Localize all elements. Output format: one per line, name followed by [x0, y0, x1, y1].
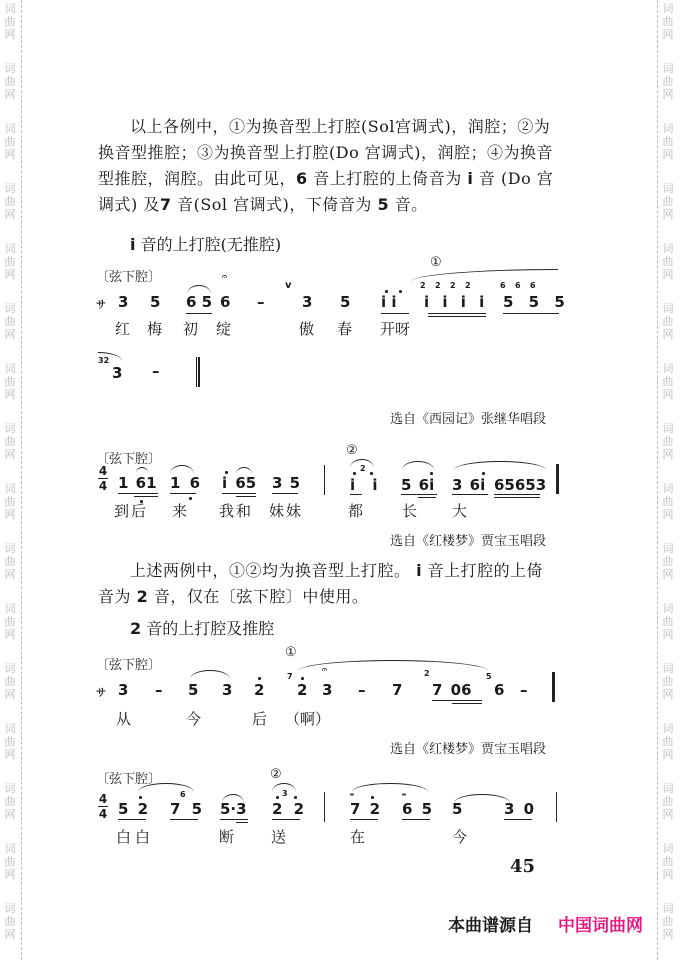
watermark-text: 词 曲 网	[4, 2, 16, 41]
octave-dot	[371, 796, 374, 799]
lyric: 在	[350, 828, 366, 846]
lyric: 断	[219, 828, 235, 846]
note-fermata: 3	[322, 681, 333, 699]
watermark-text: 词 曲 网	[662, 182, 674, 221]
note-group: 6 5	[186, 293, 213, 311]
tune-label: 〔弦下腔〕	[96, 772, 162, 787]
tune-label: 〔弦下腔〕	[96, 452, 162, 467]
page-number: 45	[510, 856, 536, 877]
double-underline	[452, 703, 482, 704]
watermark-text: 词 曲 网	[4, 62, 16, 101]
watermark-text: 词 曲 网	[662, 542, 674, 581]
final-barline-thick	[198, 357, 200, 387]
watermark-text: 词 曲 网	[662, 602, 674, 641]
vibrato-mark-icon: 𝆗	[350, 790, 354, 798]
note-group: i i	[381, 293, 397, 311]
lyric: （啊）	[285, 710, 331, 728]
underline	[432, 700, 482, 701]
grace-note: 6	[180, 790, 186, 799]
circle-mark-2: ②	[270, 767, 282, 782]
section-heading-2: 2 音的上打腔及推腔	[130, 619, 275, 638]
note: 3	[222, 681, 233, 699]
note-group: 65653	[494, 476, 547, 494]
note-group: i 65	[222, 474, 257, 492]
watermark-text: 词 曲 网	[4, 602, 16, 641]
credit-prefix: 本曲谱源自	[448, 916, 533, 936]
dash: –	[520, 681, 528, 699]
note: 5	[452, 800, 463, 818]
underline	[402, 819, 430, 820]
underline	[452, 494, 488, 495]
note-group: 6 5	[402, 800, 433, 818]
barline	[324, 465, 325, 495]
time-signature: 4 4	[98, 464, 108, 493]
watermark-text: 词 曲 网	[662, 782, 674, 821]
watermark-text: 词 曲 网	[4, 902, 16, 941]
note: 3	[302, 293, 313, 311]
note-group: 7 2	[350, 800, 381, 818]
watermark-text: 词 曲 网	[4, 722, 16, 761]
fermata-icon: 𝄐	[322, 665, 328, 675]
underline	[272, 819, 300, 820]
watermark-text: 词 曲 网	[662, 302, 674, 341]
slur	[236, 467, 252, 474]
underline	[170, 819, 198, 820]
circle-mark-1: ①	[430, 255, 442, 270]
summary-paragraph: 上述两例中，①②均为换音型上打腔。 i 音上打腔的上倚音为 2 音，仅在〔弦下腔〕中使用。	[98, 561, 544, 606]
grace-note: 2	[424, 669, 430, 678]
dash: –	[257, 293, 265, 311]
underline	[118, 493, 158, 494]
double-underline	[428, 316, 486, 317]
watermark-text: 词 曲 网	[4, 842, 16, 881]
fermata-icon: 𝄐	[222, 272, 228, 282]
octave-dot	[370, 472, 373, 475]
watermark-text: 词 曲 网	[4, 542, 16, 581]
lyric: 大	[452, 502, 468, 520]
octave-dot	[139, 796, 142, 799]
note: 5	[188, 681, 199, 699]
slur	[454, 461, 546, 470]
tune-label: 〔弦下腔〕	[96, 658, 162, 673]
note: 5	[150, 293, 161, 311]
dash: –	[152, 362, 160, 380]
underline	[350, 819, 378, 820]
underline	[220, 819, 248, 820]
grace-note: 5	[486, 672, 492, 681]
lyric: 开呀	[380, 320, 411, 338]
watermark-text: 词 曲 网	[4, 182, 16, 221]
credit-site-link[interactable]: 中国词曲网	[558, 916, 643, 936]
free-tempo-mark: サ	[96, 688, 106, 699]
octave-dot	[276, 796, 279, 799]
octave-dot	[258, 677, 261, 680]
note-group: 3 6i	[452, 476, 486, 494]
note-group: 5 6i	[401, 476, 435, 494]
octave-dot	[189, 497, 192, 500]
octave-dot	[301, 677, 304, 680]
grace-note-group: i i i i	[424, 293, 489, 311]
note: 3	[112, 364, 123, 382]
note: 2	[297, 681, 308, 699]
note-group: 5 2	[118, 800, 149, 818]
note-fermata: 6	[220, 293, 231, 311]
lyric: 初	[183, 320, 199, 338]
grace-notes: 32	[98, 356, 110, 365]
note-group: 1 61	[118, 474, 157, 492]
grace-note: 2	[360, 464, 366, 473]
watermark-text: 词 曲 网	[4, 782, 16, 821]
source-citation: 选自《红楼梦》贾宝玉唱段	[390, 742, 547, 757]
lyric: 长	[402, 502, 418, 520]
watermark-text: 词 曲 网	[662, 902, 674, 941]
left-dashed-border	[21, 0, 22, 960]
double-underline	[236, 496, 256, 497]
note: 6	[494, 681, 505, 699]
double-underline	[428, 313, 486, 314]
dash: –	[358, 681, 366, 699]
source-citation: 选自《红楼梦》贾宝玉唱段	[390, 534, 547, 549]
watermark-text: 词 曲 网	[662, 842, 674, 881]
underline	[170, 493, 196, 494]
watermark-text: 词 曲 网	[662, 62, 674, 101]
note-group: 7 5	[170, 800, 203, 818]
grace-note: 7	[287, 672, 293, 681]
left-margin-watermark	[0, 0, 20, 960]
underline	[350, 494, 362, 495]
lyric: 后	[252, 710, 268, 728]
grace-note: 2	[420, 281, 426, 290]
slur	[352, 783, 428, 792]
grace-note: 3	[282, 789, 288, 798]
octave-dot	[482, 472, 485, 475]
final-barline	[196, 357, 197, 387]
final-barline	[552, 672, 555, 702]
grace-note: 6	[530, 281, 536, 290]
underline	[272, 493, 298, 494]
octave-dot	[225, 471, 228, 474]
note-group: 1 6	[170, 474, 201, 492]
octave-dot	[353, 472, 356, 475]
lyric: 今	[452, 828, 468, 846]
watermark-text: 词 曲 网	[662, 362, 674, 401]
lyric: 都	[348, 502, 364, 520]
time-signature: 4 4	[98, 792, 108, 821]
watermark-text: 词 曲 网	[662, 422, 674, 461]
grace-note: 2	[450, 281, 456, 290]
circle-mark-1: ①	[285, 645, 297, 660]
final-barline	[556, 464, 559, 494]
underline	[503, 313, 559, 314]
lyric: 白白	[116, 828, 155, 846]
watermark-text: 词 曲 网	[662, 662, 674, 701]
note-group: 3 5	[272, 474, 301, 492]
note-group: 7 06	[432, 681, 472, 699]
watermark-text: 词 曲 网	[662, 242, 674, 281]
source-citation: 选自《西园记》张继华唱段	[390, 412, 547, 427]
underline	[118, 819, 146, 820]
double-underline	[418, 497, 436, 498]
watermark-text: 词 曲 网	[662, 482, 674, 521]
right-dashed-border	[657, 0, 658, 960]
note-group: 3 0	[504, 800, 535, 818]
lyric: 我和	[219, 502, 254, 520]
lyric: 来	[172, 502, 188, 520]
lyric: 绽	[216, 320, 232, 338]
octave-dot	[430, 472, 433, 475]
tune-label: 〔弦下腔〕	[96, 270, 162, 285]
barline	[324, 792, 325, 822]
octave-dot	[294, 796, 297, 799]
free-tempo-mark: サ	[96, 300, 106, 311]
lyric: 红	[115, 320, 131, 338]
grace-note: 2	[465, 281, 471, 290]
lyric: 春	[337, 320, 353, 338]
right-margin-watermark	[658, 0, 678, 960]
lyric: 从	[116, 710, 132, 728]
watermark-text: 词 曲 网	[4, 242, 16, 281]
barline	[556, 792, 557, 822]
note: 5	[340, 293, 351, 311]
lyric: 今	[186, 710, 202, 728]
watermark-text: 词 曲 网	[4, 302, 16, 341]
grace-note: 6	[500, 281, 506, 290]
double-underline	[494, 497, 540, 498]
lyric: 梅	[147, 320, 163, 338]
underline	[401, 494, 437, 495]
breath-mark-icon: v	[285, 280, 292, 291]
note: 2	[254, 681, 265, 699]
underline	[381, 313, 409, 314]
grace-note: 6	[515, 281, 521, 290]
underline	[494, 494, 540, 495]
intro-paragraph: 以上各例中，①为换音型上打腔(Sol宫调式)，润腔；②为换音型推腔；③为换音型上打腔(Do 宫调式)，润腔；④为换音型推腔，润腔。由此可见，6 音上打腔的上倚音为 i 音 (Do 宫调式) 及7 音(Sol 宫调式)，下倚音为 5 音。	[98, 117, 554, 214]
underline	[504, 819, 532, 820]
watermark-text: 词 曲 网	[662, 122, 674, 161]
section-heading-1: i 音的上打腔(无推腔)	[130, 235, 282, 254]
slur	[136, 467, 148, 473]
lyric: 妹妹	[269, 502, 304, 520]
octave-dot	[385, 290, 388, 293]
note: 3	[118, 293, 129, 311]
octave-dot	[399, 290, 402, 293]
note-group: i i	[350, 476, 384, 494]
grace-note-group: 5 5 5	[503, 293, 570, 311]
note: 3	[118, 681, 129, 699]
lyric: 到后	[114, 502, 149, 520]
grace-note: 2	[435, 281, 441, 290]
watermark-text: 词 曲 网	[4, 422, 16, 461]
vibrato-mark-icon: 𝆗	[402, 790, 406, 798]
slur	[190, 670, 230, 679]
double-underline	[134, 496, 158, 497]
slur	[402, 461, 434, 470]
circle-mark-2: ②	[346, 443, 358, 458]
slur	[170, 465, 194, 474]
watermark-text: 词 曲 网	[4, 362, 16, 401]
note: 7	[392, 681, 403, 699]
lyric: 送	[271, 828, 287, 846]
double-underline	[236, 822, 248, 823]
watermark-text: 词 曲 网	[4, 662, 16, 701]
watermark-text: 词 曲 网	[4, 482, 16, 521]
underline	[186, 313, 212, 314]
lyric: 傲	[299, 320, 315, 338]
watermark-text: 词 曲 网	[4, 122, 16, 161]
note-group: 2 2	[272, 800, 305, 818]
watermark-text: 词 曲 网	[662, 2, 674, 41]
watermark-text: 词 曲 网	[662, 722, 674, 761]
underline	[222, 493, 256, 494]
note-group: 5·3	[220, 800, 247, 818]
dash: –	[155, 681, 163, 699]
